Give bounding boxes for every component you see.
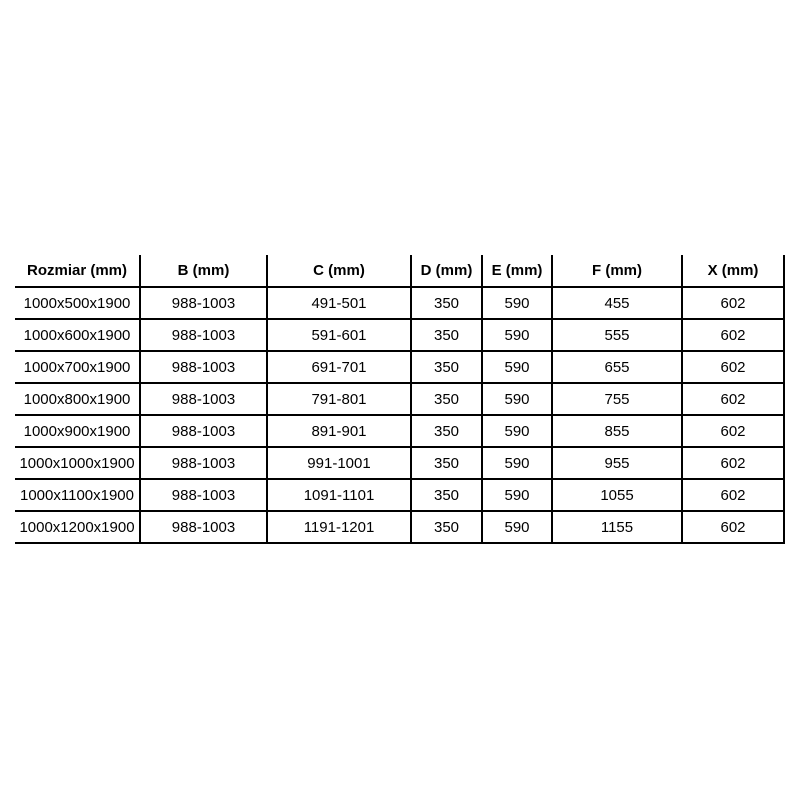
table-cell: 791-801 bbox=[267, 383, 411, 415]
table-cell: 1000x700x1900 bbox=[15, 351, 140, 383]
table-cell: 1191-1201 bbox=[267, 511, 411, 543]
table-cell: 350 bbox=[411, 415, 482, 447]
table-row bbox=[15, 383, 784, 415]
table-cell: 350 bbox=[411, 351, 482, 383]
table-row bbox=[15, 479, 784, 511]
table-cell: 1000x1000x1900 bbox=[15, 447, 140, 479]
table-cell: 1000x500x1900 bbox=[15, 287, 140, 319]
table-cell: 350 bbox=[411, 479, 482, 511]
size-spec-table bbox=[15, 255, 785, 544]
table-cell: 602 bbox=[682, 383, 784, 415]
column-header-d: D (mm) bbox=[411, 255, 482, 287]
column-header-e: E (mm) bbox=[482, 255, 552, 287]
table-cell: 1000x600x1900 bbox=[15, 319, 140, 351]
table-cell: 988-1003 bbox=[140, 287, 267, 319]
table-cell: 1091-1101 bbox=[267, 479, 411, 511]
table-header bbox=[15, 255, 784, 287]
table-cell: 590 bbox=[482, 351, 552, 383]
table-cell: 590 bbox=[482, 383, 552, 415]
table-cell: 655 bbox=[552, 351, 682, 383]
column-header-c: C (mm) bbox=[267, 255, 411, 287]
table-cell: 602 bbox=[682, 415, 784, 447]
table-cell: 691-701 bbox=[267, 351, 411, 383]
table-cell: 955 bbox=[552, 447, 682, 479]
table-header-row bbox=[15, 255, 784, 287]
table-cell: 590 bbox=[482, 415, 552, 447]
table-cell: 988-1003 bbox=[140, 511, 267, 543]
table-cell: 590 bbox=[482, 447, 552, 479]
table-cell: 1000x1200x1900 bbox=[15, 511, 140, 543]
table-cell: 1000x800x1900 bbox=[15, 383, 140, 415]
table-cell: 988-1003 bbox=[140, 479, 267, 511]
table-cell: 350 bbox=[411, 447, 482, 479]
table-row bbox=[15, 447, 784, 479]
table-cell: 1000x1100x1900 bbox=[15, 479, 140, 511]
table-cell: 1155 bbox=[552, 511, 682, 543]
table-cell: 988-1003 bbox=[140, 447, 267, 479]
table-cell: 602 bbox=[682, 351, 784, 383]
table-cell: 602 bbox=[682, 319, 784, 351]
table-cell: 988-1003 bbox=[140, 415, 267, 447]
table-cell: 350 bbox=[411, 511, 482, 543]
table-cell: 602 bbox=[682, 287, 784, 319]
column-header-f: F (mm) bbox=[552, 255, 682, 287]
table-cell: 590 bbox=[482, 319, 552, 351]
table-cell: 988-1003 bbox=[140, 319, 267, 351]
table-cell: 891-901 bbox=[267, 415, 411, 447]
table-cell: 602 bbox=[682, 479, 784, 511]
table-row bbox=[15, 415, 784, 447]
table-cell: 590 bbox=[482, 479, 552, 511]
table-cell: 755 bbox=[552, 383, 682, 415]
table-cell: 491-501 bbox=[267, 287, 411, 319]
table-cell: 1000x900x1900 bbox=[15, 415, 140, 447]
table-cell: 602 bbox=[682, 447, 784, 479]
table-cell: 988-1003 bbox=[140, 351, 267, 383]
table-cell: 591-601 bbox=[267, 319, 411, 351]
column-header-x: X (mm) bbox=[682, 255, 784, 287]
table-row bbox=[15, 319, 784, 351]
table-cell: 590 bbox=[482, 287, 552, 319]
table-cell: 855 bbox=[552, 415, 682, 447]
table-cell: 602 bbox=[682, 511, 784, 543]
table-row bbox=[15, 351, 784, 383]
table-row bbox=[15, 287, 784, 319]
table-body bbox=[15, 287, 784, 543]
table-row bbox=[15, 511, 784, 543]
table-cell: 590 bbox=[482, 511, 552, 543]
table-cell: 991-1001 bbox=[267, 447, 411, 479]
table-cell: 1055 bbox=[552, 479, 682, 511]
column-header-rozmiar: Rozmiar (mm) bbox=[15, 255, 140, 287]
table-cell: 988-1003 bbox=[140, 383, 267, 415]
table-cell: 350 bbox=[411, 287, 482, 319]
table-cell: 350 bbox=[411, 319, 482, 351]
table-cell: 555 bbox=[552, 319, 682, 351]
table-cell: 455 bbox=[552, 287, 682, 319]
table-cell: 350 bbox=[411, 383, 482, 415]
column-header-b: B (mm) bbox=[140, 255, 267, 287]
